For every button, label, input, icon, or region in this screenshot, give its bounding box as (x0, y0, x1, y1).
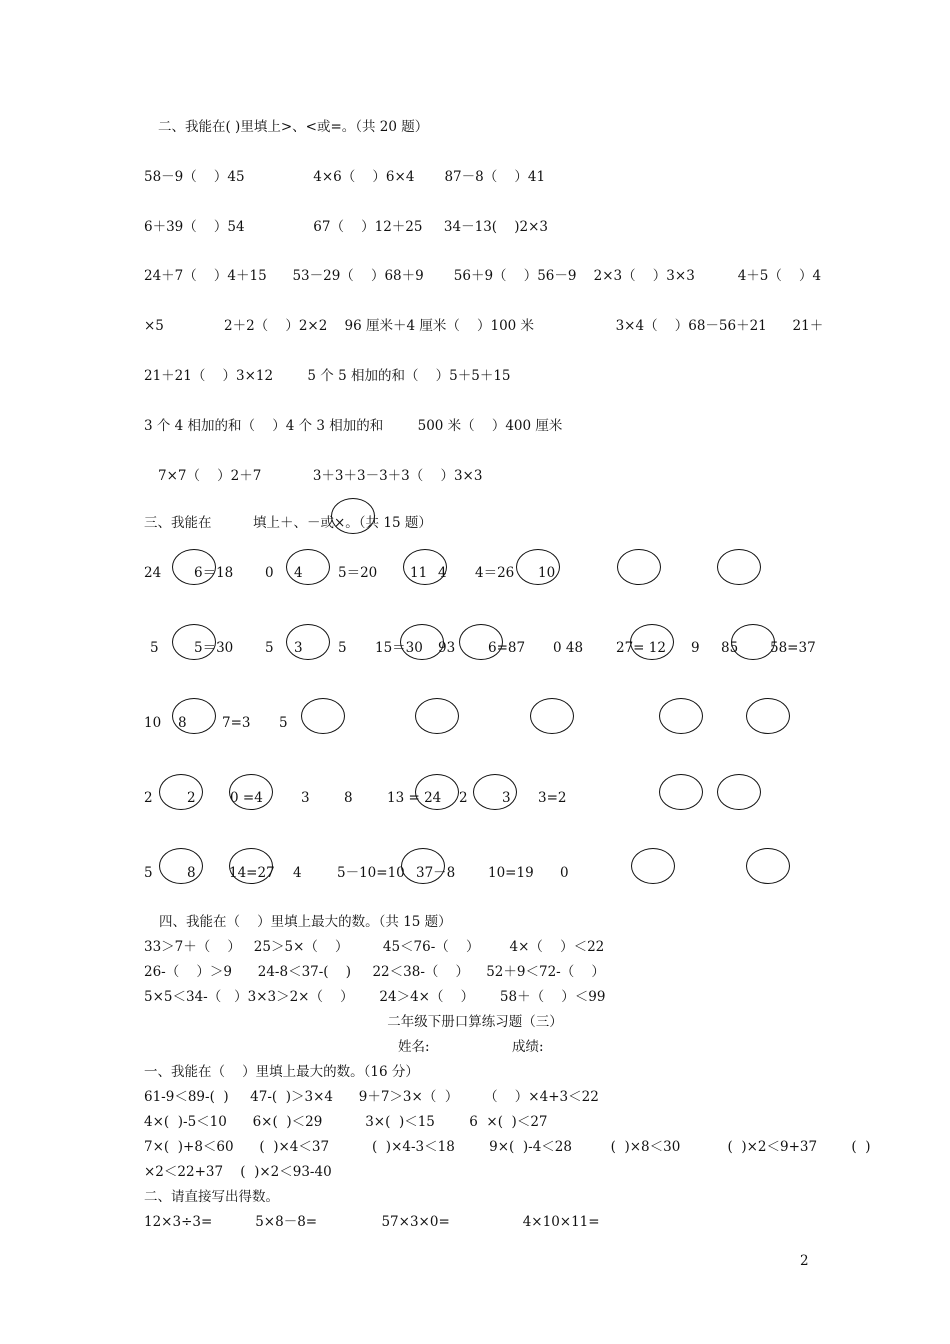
sec3-r2-text: 58=37 (770, 640, 816, 656)
sec3-r1-text: 4 (294, 565, 303, 581)
score-label: 成绩: (512, 1039, 544, 1055)
operator-circle[interactable] (301, 698, 345, 734)
sec3-r4-text: 13 = 24 (387, 790, 442, 806)
sec3-r3-text: 7=3 (222, 715, 251, 731)
sec3-r5-text: 10=19 (488, 865, 534, 881)
operator-circle[interactable] (631, 848, 675, 884)
sec3-r5-text: 5－10=10 (337, 865, 405, 881)
part3-section-1-title: 一、我能在（ ）里填上最大的数。（16 分） (144, 1064, 419, 1080)
sec3-r5-text: 0 (560, 865, 569, 881)
operator-circle[interactable] (530, 698, 574, 734)
worksheet-heading: 二年级下册口算练习题（三） (387, 1014, 563, 1030)
sec3-r2-text: 5＝30 (194, 640, 234, 656)
section-4-title: 四、我能在（ ）里填上最大的数。（共 15 题） (159, 914, 452, 930)
sec3-r4-text: 3 (502, 790, 511, 806)
sec3-r4-text: 3=2 (538, 790, 567, 806)
sec3-r2-text: 9 (691, 640, 700, 656)
sec3-r3-text: 5 (279, 715, 288, 731)
sec2-line-2: 6＋39（ ）54 67（ ）12＋25 34－13( )2×3 (144, 219, 548, 235)
sec3-r2-text: 6=87 (488, 640, 526, 656)
sec3-r4-text: 2 (187, 790, 196, 806)
sec3-r2-text: 93 (438, 640, 456, 656)
sec3-r4-text: 8 (344, 790, 353, 806)
sec3-r5-text: 14=27 (229, 865, 275, 881)
operator-circle[interactable] (415, 698, 459, 734)
sec3-r4-text: 3 (301, 790, 310, 806)
name-label: 姓名: (398, 1039, 430, 1055)
sec3-r1-text: 0 (265, 565, 274, 581)
sec3-r5-text: 37－8 (416, 865, 456, 881)
sec2-line-5: 21＋21（ ）3×12 5 个 5 相加的和（ ）5＋5＋15 (144, 368, 511, 384)
sec3-r4-text: 2 (144, 790, 153, 806)
sec3-r2-text: 5 (338, 640, 347, 656)
part3-s1-line-2: 4×( )-5＜10 6×( )＜29 3×( )＜15 6 ×( )＜27 (144, 1114, 548, 1130)
sec3-r5-text: 4 (293, 865, 302, 881)
operator-circle[interactable] (746, 698, 790, 734)
section-3-title-a: 三、我能在 (144, 515, 212, 531)
sec3-r2-text: 3 (294, 640, 303, 656)
section-2-title: 二、我能在( )里填上>、<或=。（共 20 题） (158, 119, 429, 135)
part3-section-2-title: 二、请直接写出得数。 (144, 1189, 279, 1205)
sec2-line-4: ×5 2＋2（ ）2×2 96 厘米＋4 厘米（ ）100 米 3×4（ ）68－56＋21 21＋ (144, 318, 824, 334)
sec3-r3-text: 10 (144, 715, 162, 731)
sec3-r1-text: 11 (410, 565, 428, 581)
sec3-r2-text: 5 (150, 640, 159, 656)
operator-circle[interactable] (717, 774, 761, 810)
part3-s1-line-4: ×2＜22+37 ( )×2＜93-40 (144, 1164, 332, 1180)
sec3-r1-text: 6＝18 (194, 565, 234, 581)
operator-circle[interactable] (746, 848, 790, 884)
sec3-r5-text: 5 (144, 865, 153, 881)
operator-circle[interactable] (286, 549, 330, 585)
part3-s1-line-1: 61-9＜89-( ) 47-( )＞3×4 9＋7＞3×（ ） （ ）×4+3＜22 (144, 1089, 599, 1105)
sec3-r1-text: 10 (538, 565, 556, 581)
operator-circle[interactable] (659, 774, 703, 810)
sec2-line-1: 58－9（ ）45 4×6（ ）6×4 87－8（ ）41 (144, 169, 546, 185)
sec3-r5-text: 8 (187, 865, 196, 881)
sec3-r2-text: 15＝30 (375, 640, 423, 656)
sec4-line-3: 5×5＜34-（ ）3×3＞2×（ ） 24＞4×（ ） 58＋（ ）＜99 (144, 989, 606, 1005)
page-number: 2 (800, 1253, 809, 1269)
operator-circle[interactable] (286, 624, 330, 660)
sec3-r2-text: 27= 12 (616, 640, 666, 656)
part3-s2-line: 12×3÷3= 5×8－8= 57×3×0= 4×10×11= (144, 1214, 600, 1230)
sec3-r2-text: 0 48 (553, 640, 584, 656)
sec3-r2-text: 85 (721, 640, 739, 656)
sec3-r1-text: 24 (144, 565, 162, 581)
operator-circle[interactable] (159, 848, 203, 884)
sec4-line-1: 33＞7＋（ ） 25＞5×（ ） 45＜76-（ ） 4×（ ）＜22 (144, 939, 605, 955)
operator-circle[interactable] (617, 549, 661, 585)
sec2-line-6: 3 个 4 相加的和（ ）4 个 3 相加的和 500 米（ ）400 厘米 (144, 418, 563, 434)
sec3-r1-text: 4＝26 (475, 565, 515, 581)
sec3-r1-text: 4 (438, 565, 447, 581)
sec4-line-2: 26-（ ）＞9 24-8＜37-( ) 22＜38-（ ） 52＋9＜72-（ ） (144, 964, 605, 980)
sec3-r4-text: 2 (459, 790, 468, 806)
operator-circle[interactable] (159, 774, 203, 810)
operator-circle[interactable] (717, 549, 761, 585)
sec2-line-7: 7×7（ ）2＋7 3＋3＋3－3＋3（ ）3×3 (158, 468, 483, 484)
operator-circle[interactable] (659, 698, 703, 734)
sec3-r2-text: 5 (265, 640, 274, 656)
sec3-r1-text: 5＝20 (338, 565, 378, 581)
sec3-r4-text: 0 =4 (230, 790, 263, 806)
sec3-r3-text: 8 (178, 715, 187, 731)
sec2-line-3: 24＋7（ ）4＋15 53－29（ ）68＋9 56＋9（ ）56－9 2×3（ ）3×3 4＋5（ ）4 (144, 268, 822, 284)
part3-s1-line-3: 7×( )+8＜60 ( )×4＜37 ( )×4-3＜18 9×( )-4＜28 ( )×8＜30 ( )×2＜9+37 ( ) (144, 1139, 871, 1155)
section-3-title-b: 填上＋、－或×。（共 15 题） (253, 515, 432, 531)
